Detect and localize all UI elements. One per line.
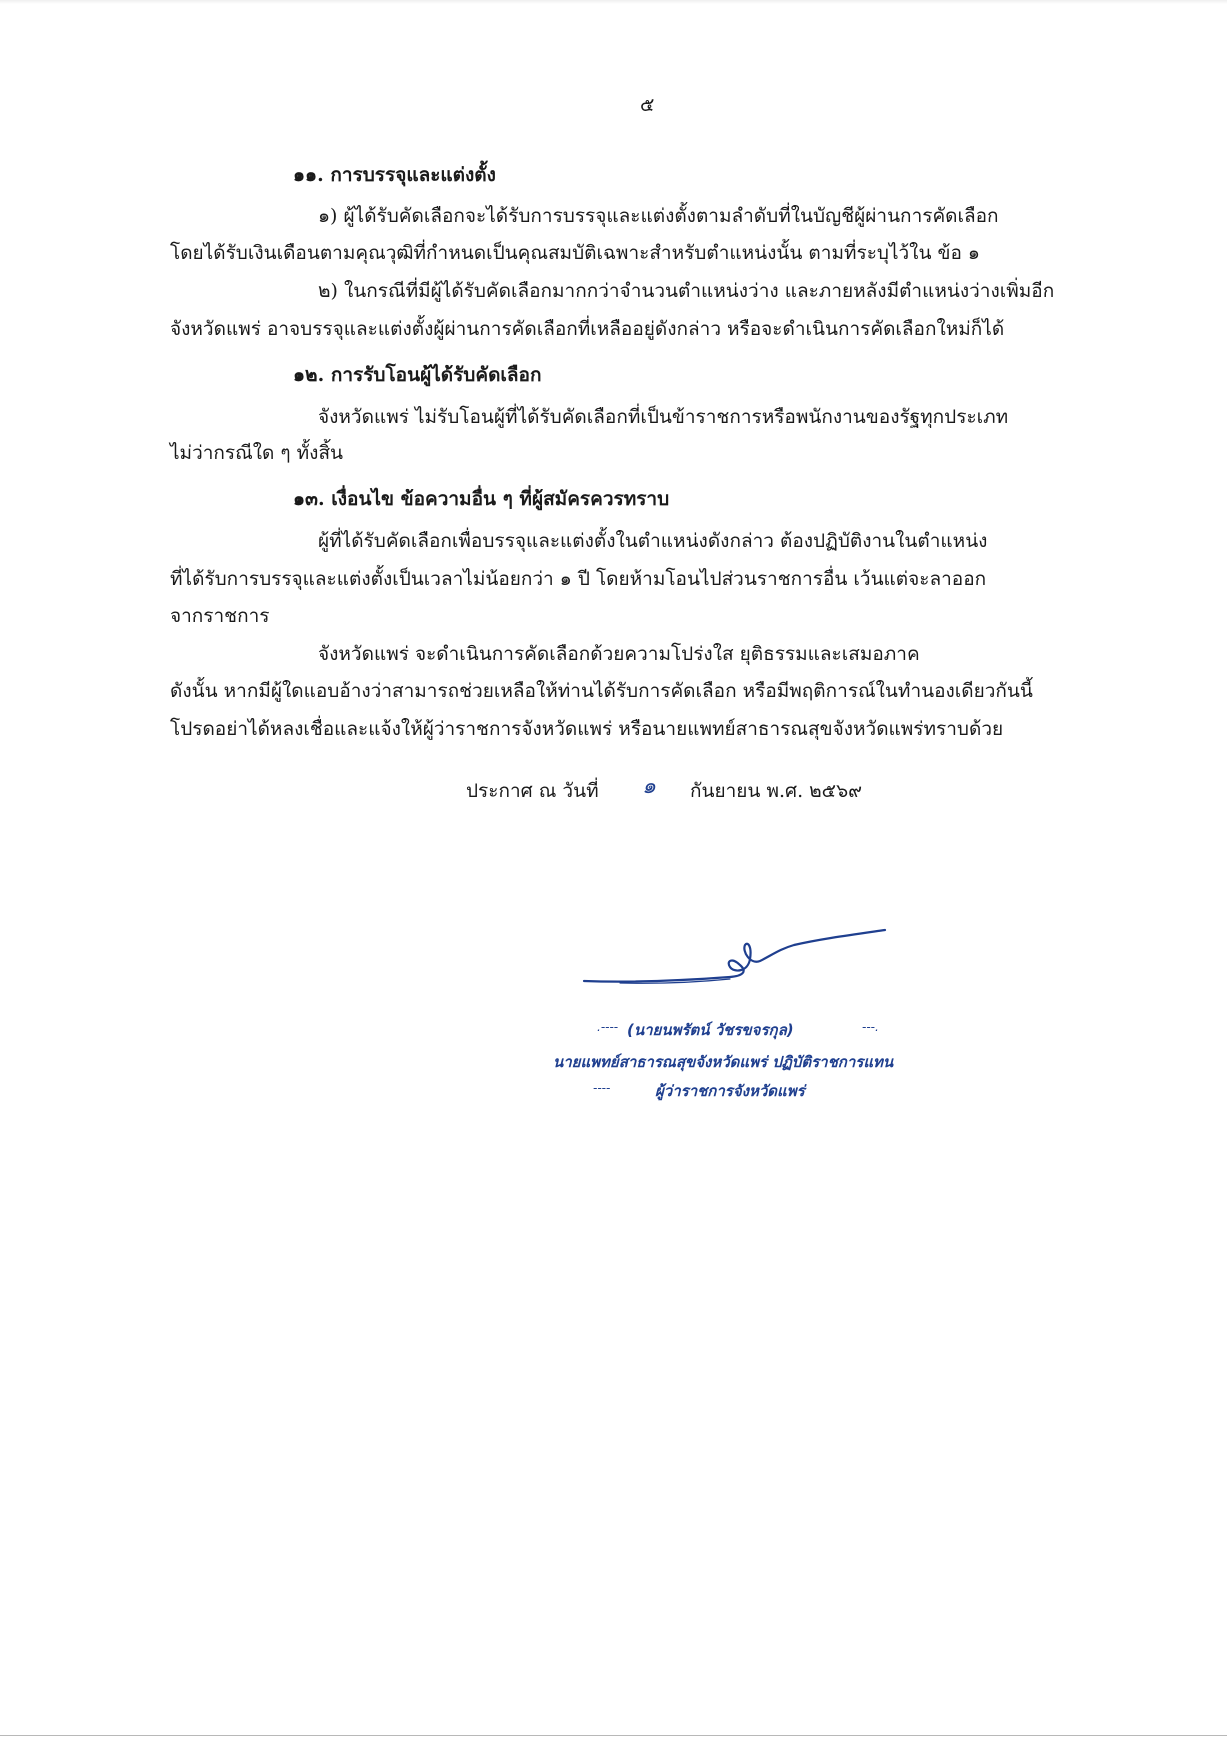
section-11-item1-line1: ๑) ผู้ได้รับคัดเลือกจะได้รับการบรรจุและแต่งตั้งตามลำดับที่ในบัญชีผู้ผ่านการคัดเลือก — [318, 205, 999, 227]
signer-name: (นายนพรัตน์ วัชรขจรกุล) — [627, 1021, 794, 1039]
page-number: ๕ — [640, 94, 655, 116]
section-11-item2-line1: ๒) ในกรณีที่มีผู้ได้รับคัดเลือกมากกว่าจำนวนตำแหน่งว่าง และภายหลังมีตำแหน่งว่างเพิ่มอีก — [318, 280, 1055, 302]
announcement-day: ๑ — [642, 774, 656, 799]
section-12-line1: จังหวัดแพร่ ไม่รับโอนผู้ที่ได้รับคัดเลือกที่เป็นข้าราชการหรือพนักงานของรัฐทุกประเภท — [318, 406, 1009, 428]
scan-top-shade — [0, 0, 1227, 4]
section-11-item2-line2: จังหวัดแพร่ อาจบรรจุและแต่งตั้งผู้ผ่านการคัดเลือกที่เหลืออยู่ดังกล่าว หรือจะดำเนินการคัดเลือกใหม่ก็ได้ — [170, 318, 1005, 340]
section-13-line2: ที่ได้รับการบรรจุและแต่งตั้งเป็นเวลาไม่น้อยกว่า ๑ ปี โดยห้ามโอนไปส่วนราชการอื่น เว้นแต่จะลาออก — [170, 568, 987, 590]
section-13-heading: ๑๓. เงื่อนไข ข้อความอื่น ๆ ที่ผู้สมัครควรทราบ — [293, 488, 670, 510]
section-13-line3: จากราชการ — [170, 605, 270, 627]
handwritten-signature — [580, 925, 890, 990]
closing-line3: โปรดอย่าได้หลงเชื่อและแจ้งให้ผู้ว่าราชการจังหวัดแพร่ หรือนายแพทย์สาธารณสุขจังหวัดแพร่ทราบด้วย — [170, 718, 1004, 740]
announcement-month-year: กันยายน พ.ศ. ๒๕๖๙ — [690, 780, 863, 802]
stamp-mark-left-top: .---- — [597, 1020, 619, 1034]
signer-position-line1: นายแพทย์สาธารณสุขจังหวัดแพร่ ปฏิบัติราชการแทน — [553, 1053, 894, 1071]
section-11-heading: ๑๑. การบรรจุและแต่งตั้ง — [293, 164, 496, 186]
stamp-mark-left-bottom: ---- — [593, 1081, 611, 1095]
closing-line2: ดังนั้น หากมีผู้ใดแอบอ้างว่าสามารถช่วยเหลือให้ท่านได้รับการคัดเลือก หรือมีพฤติการณ์ในทำนองเดียวกันนี้ — [170, 680, 1033, 702]
section-12-heading: ๑๒. การรับโอนผู้ได้รับคัดเลือก — [293, 364, 542, 386]
section-13-line1: ผู้ที่ได้รับคัดเลือกเพื่อบรรจุและแต่งตั้งในตำแหน่งดังกล่าว ต้องปฏิบัติงานในตำแหน่ง — [318, 530, 988, 552]
stamp-mark-right-top: ---. — [862, 1020, 879, 1034]
signer-position-line2: ผู้ว่าราชการจังหวัดแพร่ — [655, 1082, 805, 1100]
section-11-item1-line2: โดยได้รับเงินเดือนตามคุณวุฒิที่กำหนดเป็นคุณสมบัติเฉพาะสำหรับตำแหน่งนั้น ตามที่ระบุไว้ใน ข้อ ๑ — [170, 242, 980, 264]
section-12-line2: ไม่ว่ากรณีใด ๆ ทั้งสิ้น — [170, 442, 344, 464]
closing-line1: จังหวัดแพร่ จะดำเนินการคัดเลือกด้วยความโปร่งใส ยุติธรรมและเสมอภาค — [318, 643, 920, 665]
announcement-prefix: ประกาศ ณ วันที่ — [466, 780, 599, 802]
scan-bottom-edge — [0, 1735, 1227, 1736]
